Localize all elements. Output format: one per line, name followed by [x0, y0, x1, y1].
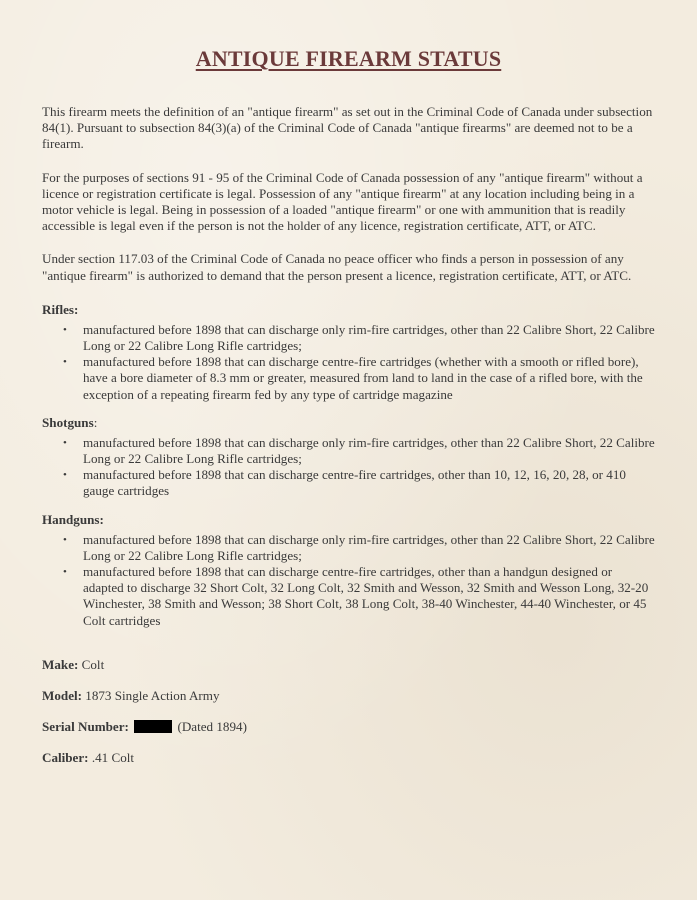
bullet-icon: •	[63, 323, 67, 336]
list-item-text: manufactured before 1898 that can discharge centre-fire cartridges, other than a handgun designed or adapted to discharge 32 Short Colt, 32 Long Colt, 32 Smith and Wesson, 32 Smith and Wesson Long, 32-20 Winchester, 38 Smith and Wesson; 38 Short Colt, 38 Long Colt, 38-40 Winchester, 44-40 Winchester, or 45 Colt cartridges	[83, 564, 649, 628]
paragraph-peace-officer: Under section 117.03 of the Criminal Code of Canada no peace officer who finds a person in possession of any "antique firearm" is authorized to demand that the person present a licence, registration certificate, ATT, or ATC.	[42, 251, 632, 283]
model-label: Model:	[42, 687, 82, 703]
rifles-list	[42, 322, 655, 403]
make-label: Make:	[42, 656, 79, 672]
bullet-icon: •	[63, 566, 67, 579]
redaction-bar	[134, 720, 172, 733]
serial-field	[42, 719, 655, 735]
bullet-icon: •	[63, 436, 67, 449]
caliber-field	[42, 750, 655, 766]
list-item	[42, 435, 655, 467]
paragraph-possession: For the purposes of sections 91 - 95 of the Criminal Code of Canada possession of any "antique firearm" without a licence or registration certificate is legal. Possession of any "antique firearm" at any location including being in a motor vehicle is legal. Being in possession of a loaded "antique firearm" or one with ammunition that is readily accessible is legal even if the person is not the holder of any licence, registration certificate, ATT, or ATC.	[42, 169, 643, 234]
serial-label: Serial Number:	[42, 718, 129, 734]
list-item	[42, 322, 655, 354]
bullet-icon: •	[63, 469, 67, 482]
list-item	[42, 564, 655, 629]
rifles-heading: Rifles:	[42, 301, 79, 317]
make-field	[42, 657, 655, 673]
model-field	[42, 688, 655, 704]
bullet-icon: •	[63, 356, 67, 369]
bullet-icon: •	[63, 533, 67, 546]
make-value: Colt	[81, 656, 105, 672]
shotguns-heading	[42, 415, 655, 431]
paragraph-definition: This firearm meets the definition of an "antique firearm" as set out in the Criminal Code of Canada under subsection 84(1). Pursuant to subsection 84(3)(a) of the Criminal Code of Canada "antique firearms" are deemed not to be a firearm.	[42, 104, 653, 152]
list-item-text: manufactured before 1898 that can discharge centre-fire cartridges, other than 10, 12, 16, 20, 28, or 410 gauge cartridges	[83, 467, 626, 499]
serial-value: (Dated 1894)	[177, 718, 247, 734]
list-item-text: manufactured before 1898 that can discharge only rim-fire cartridges, other than 22 Calibre Short, 22 Calibre Long or 22 Calibre Long Rifle cartridges;	[83, 434, 655, 467]
firearm-details	[42, 657, 655, 766]
caliber-label: Caliber:	[42, 749, 89, 765]
caliber-value: .41 Colt	[91, 749, 135, 765]
list-item-text: manufactured before 1898 that can discharge only rim-fire cartridges, other than 22 Calibre Short, 22 Calibre Long or 22 Calibre Long Rifle cartridges;	[83, 531, 655, 563]
section-shotguns	[42, 415, 655, 500]
shotguns-list	[42, 435, 655, 500]
list-item	[42, 467, 655, 499]
handguns-heading: Handguns:	[42, 511, 104, 527]
list-item	[42, 532, 655, 564]
section-handguns	[42, 512, 655, 629]
list-item-text: manufactured before 1898 that can discharge only rim-fire cartridges, other than 22 Calibre Short, 22 Calibre Long or 22 Calibre Long Rifle cartridges;	[83, 321, 655, 354]
list-item-text: manufactured before 1898 that can discharge centre-fire cartridges (whether with a smooth or rifled bore), have a bore diameter of 8.3 mm or greater, measured from land to land in the case of a rifled bore, with the exception of a repeating firearm fed by any type of cartridge magazine	[83, 354, 643, 402]
section-rifles	[42, 302, 655, 403]
shotguns-heading-colon: :	[93, 414, 98, 430]
list-item	[42, 354, 655, 403]
shotguns-heading-label: Shotguns	[42, 414, 94, 430]
model-value: 1873 Single Action Army	[85, 687, 220, 703]
document-title: ANTIQUE FIREARM STATUS	[195, 46, 502, 71]
handguns-list	[42, 532, 655, 629]
